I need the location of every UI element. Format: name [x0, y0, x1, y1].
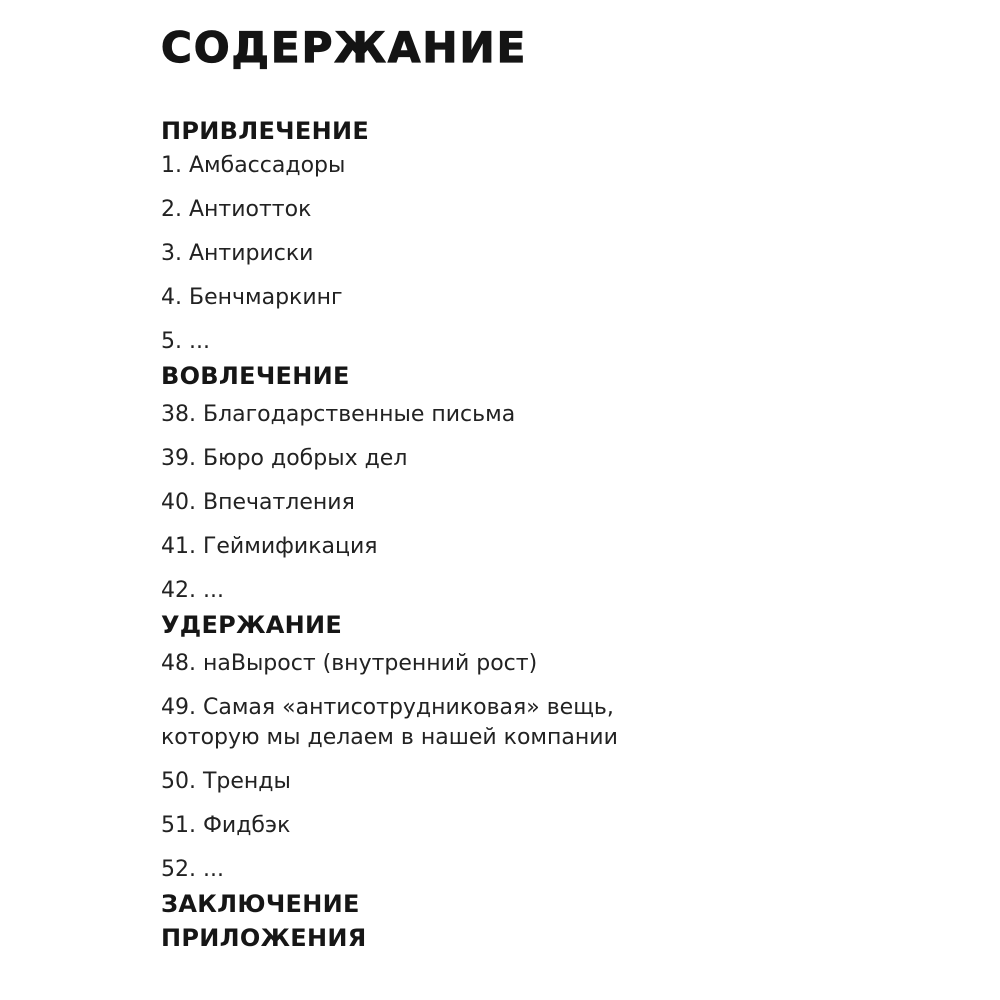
- toc-entry: 2. Антиотток: [161, 197, 312, 222]
- toc-entry: 38. Благодарственные письма: [161, 402, 516, 427]
- page-title: СОДЕРЖАНИЕ: [161, 23, 528, 72]
- toc-entry: 40. Впечатления: [161, 490, 355, 515]
- section-heading-engagement: ВОВЛЕЧЕНИЕ: [161, 362, 350, 390]
- toc-entry: 41. Геймификация: [161, 534, 378, 559]
- section-heading-attraction: ПРИВЛЕЧЕНИЕ: [161, 117, 370, 145]
- toc-entry: 50. Тренды: [161, 769, 291, 794]
- toc-entry: 39. Бюро добрых дел: [161, 446, 408, 471]
- toc-entry: 5. ...: [161, 329, 210, 354]
- section-heading-retention: УДЕРЖАНИЕ: [161, 611, 343, 639]
- toc-entry: 4. Бенчмаркинг: [161, 285, 343, 310]
- toc-entry-multiline: [161, 693, 961, 753]
- toc-entry: 52. ...: [161, 857, 224, 882]
- toc-entry: 48. наВырост (внутренний рост): [161, 651, 538, 676]
- toc-entry: 51. Фидбэк: [161, 813, 291, 838]
- table-of-contents: [161, 22, 961, 953]
- toc-entry: 42. ...: [161, 578, 224, 603]
- toc-entry-line: которую мы делаем в нашей компании: [161, 725, 618, 750]
- toc-entry-line: 49. Самая «антисотрудниковая» вещь,: [161, 695, 614, 720]
- section-heading-appendices: ПРИЛОЖЕНИЯ: [161, 924, 367, 952]
- toc-entry: 1. Амбассадоры: [161, 153, 346, 178]
- section-heading-conclusion: ЗАКЛЮЧЕНИЕ: [161, 890, 360, 918]
- toc-entry: 3. Антириски: [161, 241, 314, 266]
